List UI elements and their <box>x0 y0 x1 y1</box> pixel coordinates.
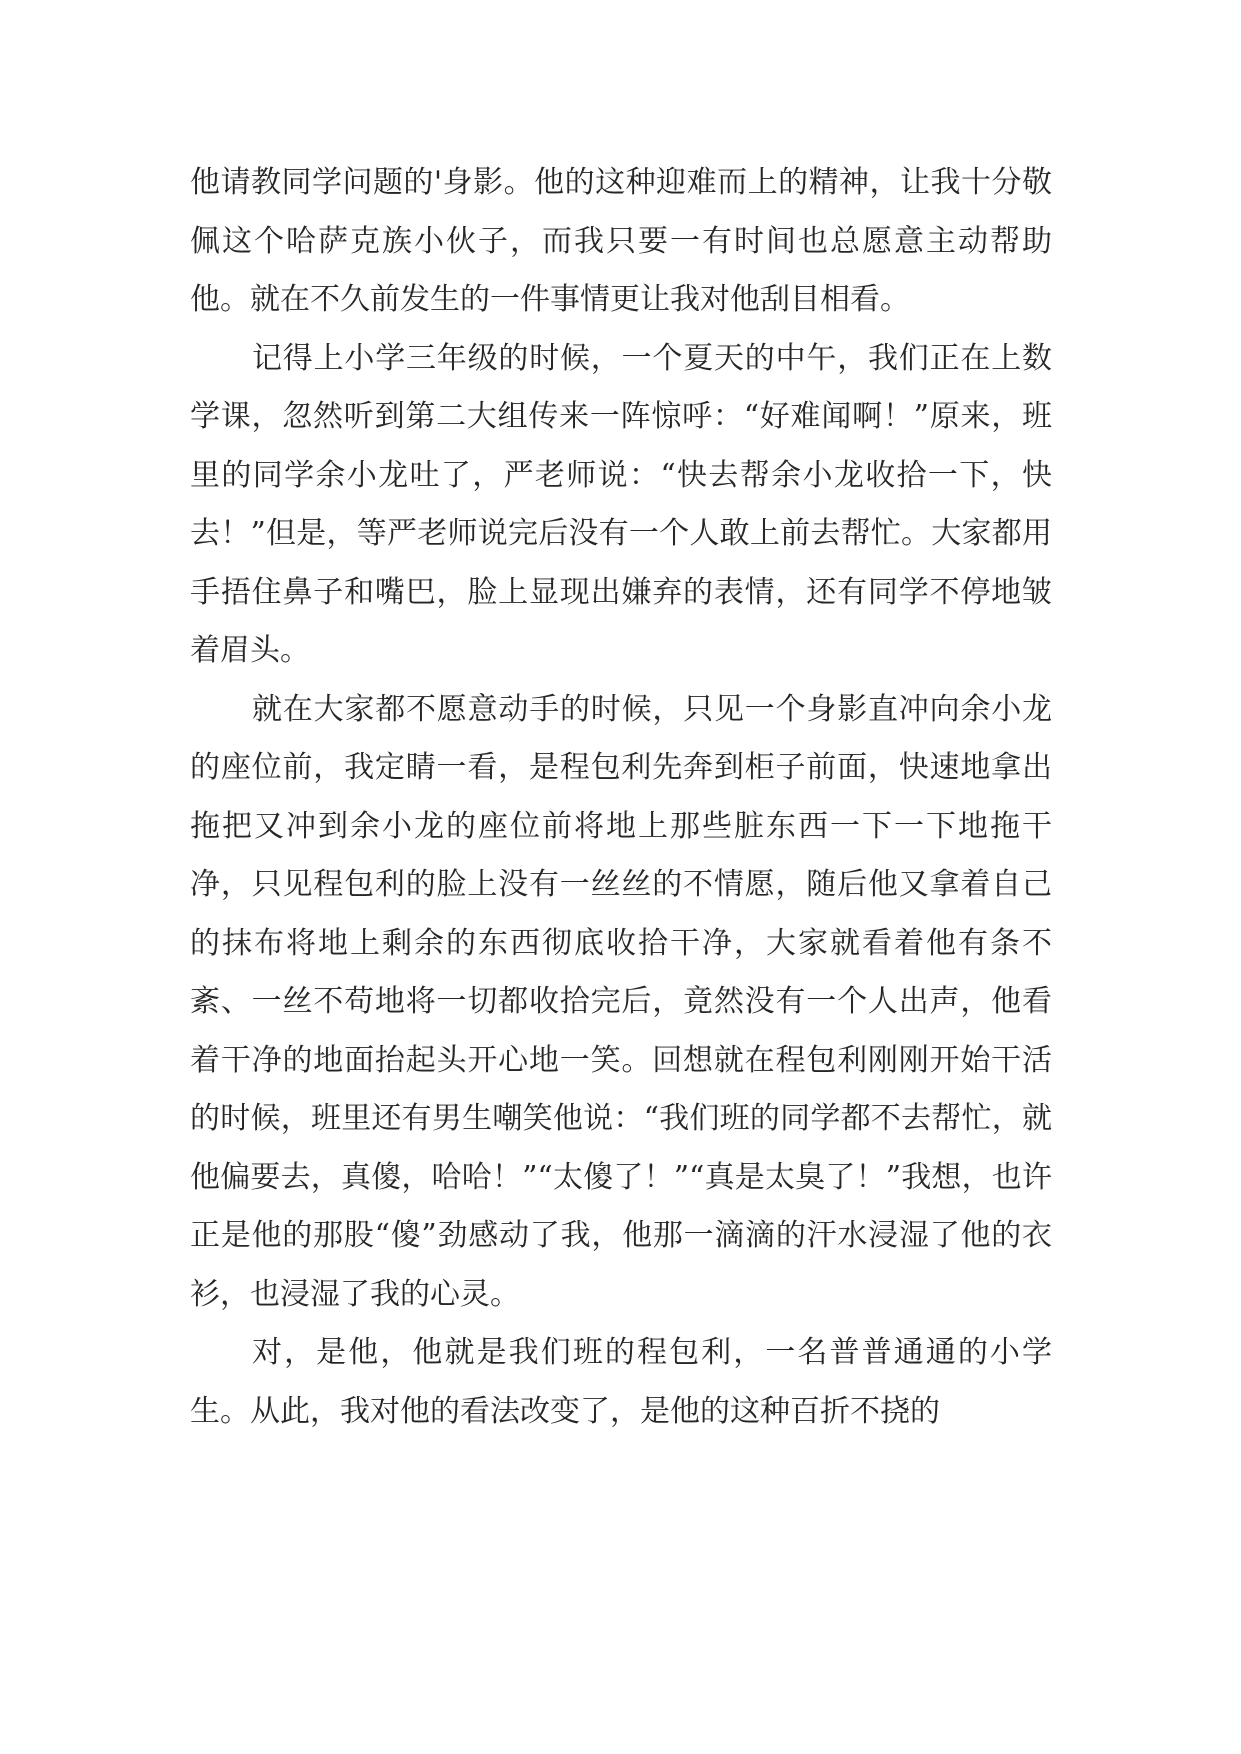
paragraph-3: 就在大家都不愿意动手的时候，只见一个身影直冲向余小龙的座位前，我定睛一看，是程包利先奔到柜子前面，快速地拿出拖把又冲到余小龙的座位前将地上那些脏东西一下一下地拖干净，只见程包利的脸上没有一丝丝的不情愿，随后他又拿着自己的抹布将地上剩余的东西彻底收拾干净，大家就看着他有条不紊、一丝不苟地将一切都收拾完后，竟然没有一个人出声，他看着干净的地面抬起头开心地一笑。回想就在程包利刚刚开始干活的时候，班里还有男生嘲笑他说：“我们班的同学都不去帮忙，就他偏要去，真傻，哈哈！”“太傻了！”“真是太臭了！”我想，也许正是他的那股“傻”劲感动了我，他那一滴滴的汗水浸湿了他的衣衫，也浸湿了我的心灵。 <box>190 691 1052 1312</box>
paragraph-1: 他请教同学问题的'身影。他的这种迎难而上的精神，让我十分敬佩这个哈萨克族小伙子，而我只要一有时间也总愿意主动帮助他。就在不久前发生的一件事情更让我对他刮目相看。 <box>190 165 1052 317</box>
document-body <box>190 154 1052 1441</box>
paragraph-4: 对，是他，他就是我们班的程包利，一名普普通通的小学生。从此，我对他的看法改变了，是他的这种百折不挠的 <box>190 1335 1052 1429</box>
paragraph-2: 记得上小学三年级的时候，一个夏天的中午，我们正在上数学课，忽然听到第二大组传来一阵惊呼：“好难闻啊！”原来，班里的同学余小龙吐了，严老师说：“快去帮余小龙收拾一下，快去！”但是，等严老师说完后没有一个人敢上前去帮忙。大家都用手捂住鼻子和嘴巴，脸上显现出嫌弃的表情，还有同学不停地皱着眉头。 <box>190 340 1052 668</box>
